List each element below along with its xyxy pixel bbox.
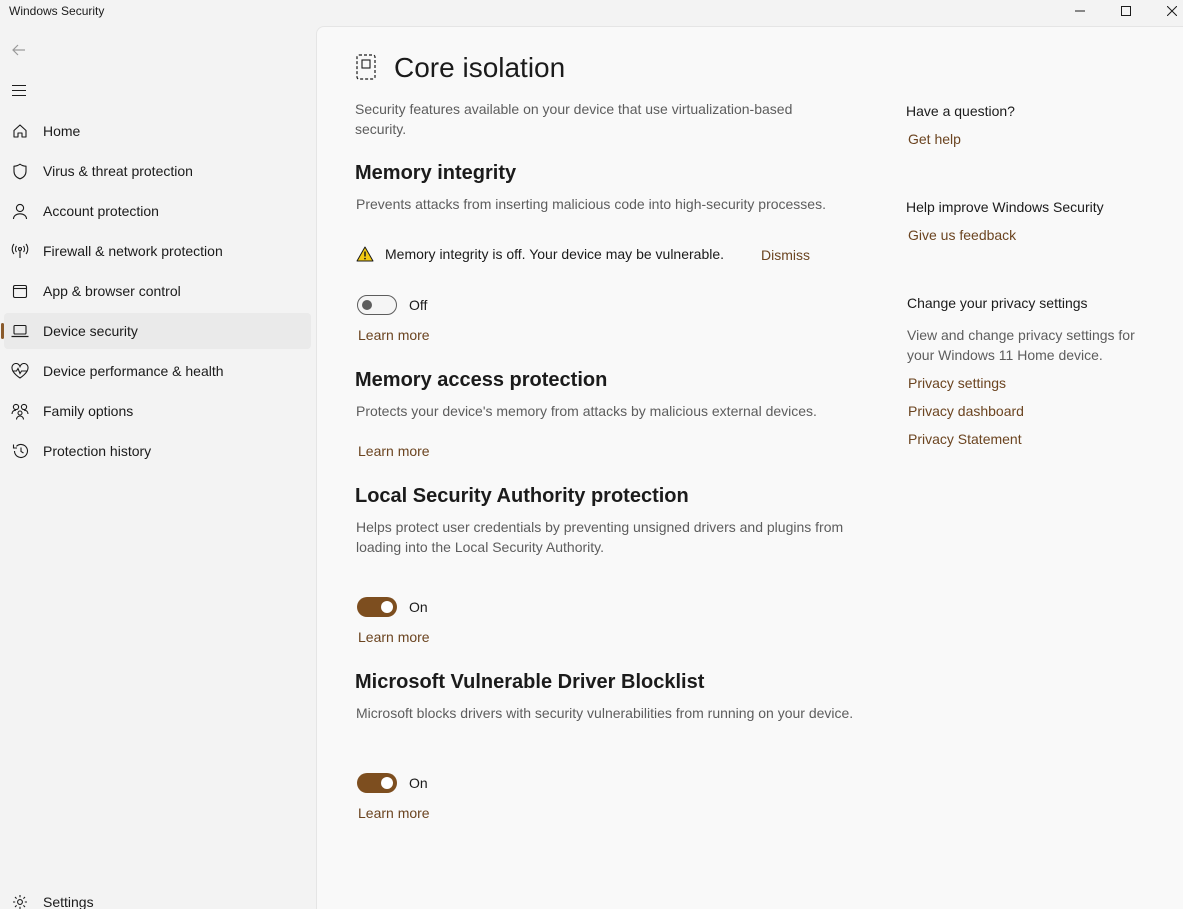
heart-pulse-icon <box>10 361 30 381</box>
memory-access-learn-more[interactable]: Learn more <box>358 443 430 459</box>
core-isolation-icon <box>355 53 377 86</box>
history-icon <box>10 441 30 461</box>
sidebar-item-label: Protection history <box>43 443 152 459</box>
sidebar-item-virus-threat[interactable] <box>4 153 311 189</box>
lsa-state: On <box>409 599 428 615</box>
app-window-icon <box>10 281 30 301</box>
driver-blocklist-toggle[interactable] <box>357 773 397 793</box>
driver-blocklist-heading: Microsoft Vulnerable Driver Blocklist <box>355 671 705 693</box>
dismiss-link[interactable]: Dismiss <box>761 247 810 263</box>
sidebar-item-label: Firewall & network protection <box>43 243 223 259</box>
settings-label: Settings <box>43 894 94 909</box>
lsa-toggle[interactable] <box>357 597 397 617</box>
window-title: Windows Security <box>9 4 105 18</box>
privacy-description: View and change privacy settings for your Windows 11 Home device. <box>907 327 1135 363</box>
memory-access-heading: Memory access protection <box>355 369 608 391</box>
give-feedback-link[interactable]: Give us feedback <box>908 227 1017 243</box>
have-question-heading: Have a question? <box>906 103 1015 119</box>
sidebar-item-label: App & browser control <box>43 283 181 299</box>
person-icon <box>10 201 30 221</box>
close-icon <box>1167 6 1177 16</box>
minimize-icon <box>1075 6 1085 16</box>
lsa-heading: Local Security Authority protection <box>355 485 689 507</box>
sidebar-item-firewall[interactable] <box>4 233 311 269</box>
close-button[interactable] <box>1149 0 1183 22</box>
menu-button[interactable] <box>8 80 30 100</box>
help-improve-heading: Help improve Windows Security <box>906 199 1104 215</box>
antenna-icon <box>10 241 30 261</box>
sidebar-item-label: Device performance & health <box>43 363 224 379</box>
sidebar-item-app-browser[interactable] <box>4 273 311 309</box>
sidebar-item-label: Device security <box>43 323 138 339</box>
memory-integrity-learn-more[interactable]: Learn more <box>358 327 430 343</box>
page-description: Security features available on your device that use virtualization-based security. <box>355 101 793 137</box>
shield-icon <box>10 161 30 181</box>
sidebar-item-label: Account protection <box>43 203 159 219</box>
privacy-settings-link[interactable]: Privacy settings <box>908 375 1007 391</box>
privacy-dashboard-link[interactable]: Privacy dashboard <box>908 403 1024 419</box>
memory-integrity-heading: Memory integrity <box>355 162 517 184</box>
sidebar-item-device-performance[interactable] <box>4 353 311 389</box>
hamburger-icon <box>12 85 26 96</box>
sidebar <box>0 24 316 909</box>
family-icon <box>10 401 30 421</box>
minimize-button[interactable] <box>1057 0 1103 22</box>
back-button[interactable] <box>8 40 30 60</box>
sidebar-item-protection-history[interactable] <box>4 433 311 469</box>
sidebar-item-family-options[interactable] <box>4 393 311 429</box>
laptop-icon <box>10 321 30 341</box>
maximize-button[interactable] <box>1103 0 1149 22</box>
toggle-knob <box>362 300 372 310</box>
warning-icon <box>356 246 374 267</box>
sidebar-item-account-protection[interactable] <box>4 193 311 229</box>
privacy-statement-link[interactable]: Privacy Statement <box>908 431 1022 447</box>
memory-integrity-state: Off <box>409 297 428 313</box>
sidebar-item-label: Family options <box>43 403 134 419</box>
main-content <box>316 26 1183 909</box>
page-title: Core isolation <box>394 52 566 83</box>
lsa-description: Helps protect user credentials by preventing unsigned drivers and plugins from loading into the Local Security Authority. <box>356 519 844 555</box>
toggle-knob <box>381 601 393 613</box>
back-arrow-icon <box>12 44 26 56</box>
sidebar-item-settings[interactable] <box>4 884 311 909</box>
toggle-knob <box>381 777 393 789</box>
title-bar <box>0 0 1183 24</box>
driver-blocklist-description: Microsoft blocks drivers with security vulnerabilities from running on your device. <box>356 705 854 721</box>
memory-access-description: Protects your device's memory from attacks by malicious external devices. <box>356 403 817 419</box>
home-icon <box>10 121 30 141</box>
memory-integrity-description: Prevents attacks from inserting malicious code into high-security processes. <box>356 196 826 212</box>
sidebar-item-label: Home <box>43 123 81 139</box>
privacy-heading: Change your privacy settings <box>907 295 1088 311</box>
driver-blocklist-learn-more[interactable]: Learn more <box>358 805 430 821</box>
maximize-icon <box>1121 6 1131 16</box>
memory-integrity-toggle[interactable] <box>357 295 397 315</box>
sidebar-item-label: Virus & threat protection <box>43 163 193 179</box>
lsa-learn-more[interactable]: Learn more <box>358 629 430 645</box>
driver-blocklist-state: On <box>409 775 428 791</box>
get-help-link[interactable]: Get help <box>908 131 961 147</box>
sidebar-item-home[interactable] <box>4 113 311 149</box>
gear-icon <box>10 892 30 909</box>
memory-integrity-warning: Memory integrity is off. Your device may be vulnerable. <box>385 246 725 262</box>
sidebar-item-device-security[interactable] <box>4 313 311 349</box>
